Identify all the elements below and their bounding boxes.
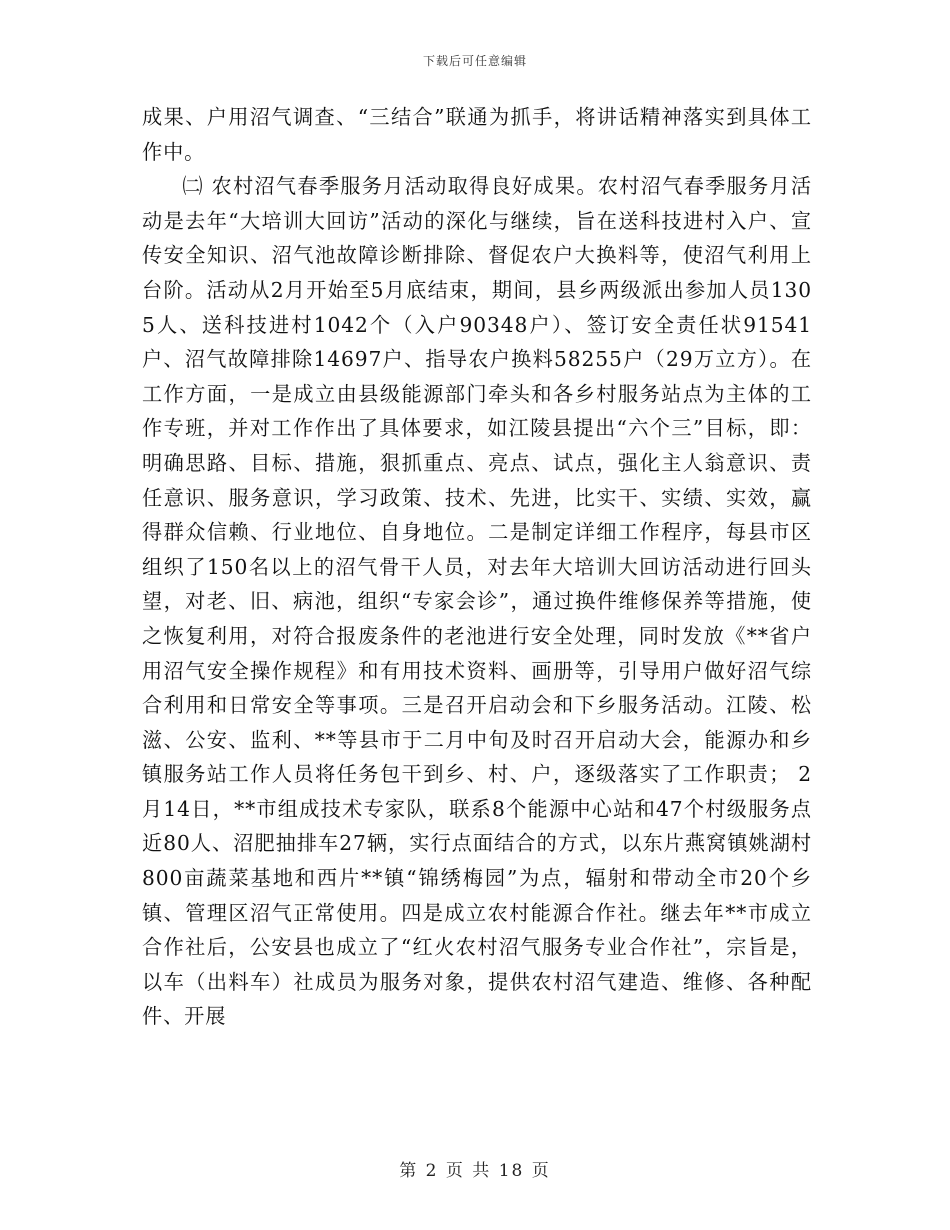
page-number-footer: 第 2 页 共 18 页	[399, 1161, 551, 1181]
paragraph-continuation: 成果、户用沼气调查、“三结合”联通为抓手，将讲话精神落实到具体工作中。	[142, 105, 812, 164]
document-body	[142, 100, 812, 1034]
page-header: 下载后可任意编辑	[422, 54, 527, 68]
paragraph-spring-service-month: ㈡ 农村沼气春季服务月活动取得良好成果。农村沼气春季服务月活动是去年“大培训大回访”活动的深化与继续，旨在送科技进村入户、宣传安全知识、沼气池故障诊断排除、督促农户大换料等，使沼气利用上台阶。活动从2月开始至5月底结束，期间，县乡两级派出参加人员1305人、送科技进村1042个（入户90348户）、签订安全责任状91541户、沼气故障排除14697户、指导农户换料58255户（29万立方）。在工作方面，一是成立由县级能源部门牵头和各乡村服务站点为主体的工作专班，并对工作作出了具体要求，如江陵县提出“六个三”目标，即：明确思路、目标、措施，狠抓重点、亮点、试点，强化主人翁意识、责任意识、服务意识，学习政策、技术、先进，比实干、实绩、实效，赢得群众信赖、行业地位、自身地位。二是制定详细工作程序，每县市区组织了150名以上的沼气骨干人员，对去年大培训大回访活动进行回头望，对老、旧、病池，组织“专家会诊”，通过换件维修保养等措施，使之恢复利用，对符合报废条件的老池进行安全处理，同时发放《**省户用沼气安全操作规程》和有用技术资料、画册等，引导用户做好沼气综合利用和日常安全等事项。三是召开启动会和下乡服务活动。江陵、松滋、公安、监利、**等县市于二月中旬及时召开启动大会，能源办和乡镇服务站工作人员将任务包干到乡、村、户，逐级落实了工作职责； 2月14日，**市组成技术专家队，联系8个能源中心站和47个村级服务点近80人、沼肥抽排车27辆，实行点面结合的方式，以东片燕窝镇姚湖村800亩蔬菜基地和西片**镇“锦绣梅园”为点，辐射和带动全市20个乡镇、管理区沼气正常使用。四是成立农村能源合作社。继去年**市成立合作社后，公安县也成立了“红火农村沼气服务专业合作社”，宗旨是，以车（出料车）社成员为服务对象，提供农村沼气建造、维修、各种配件、开展	[142, 174, 812, 1029]
